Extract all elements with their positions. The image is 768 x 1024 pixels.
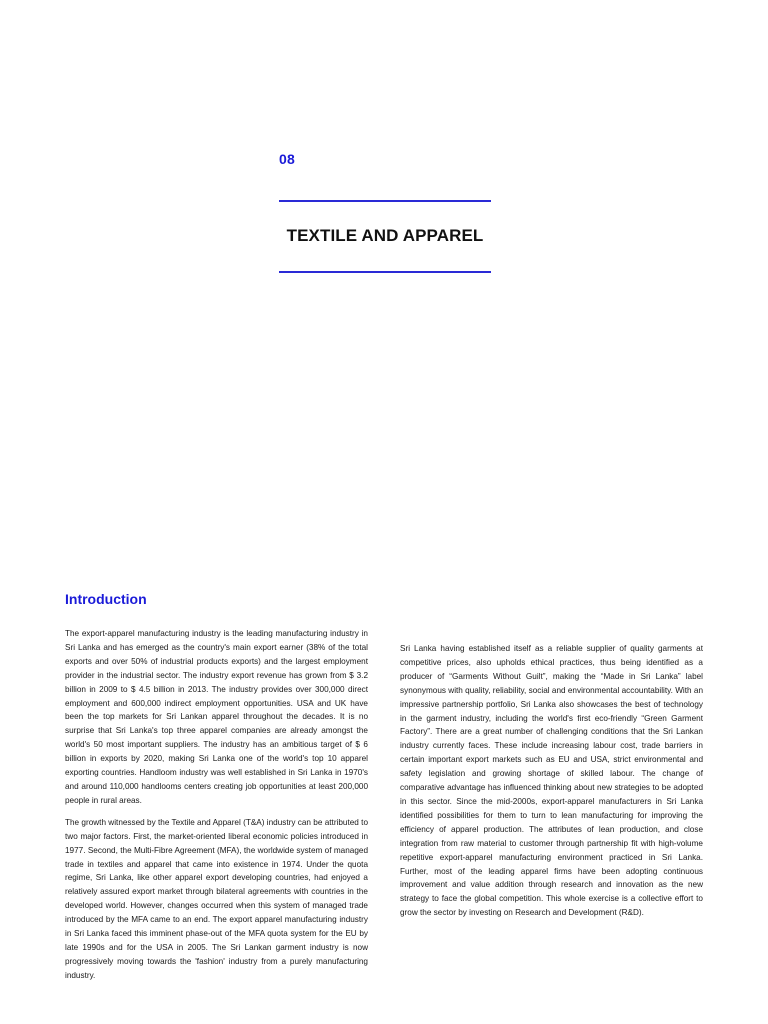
- section-heading: Introduction: [65, 591, 147, 607]
- paragraph: The growth witnessed by the Textile and Apparel (T&A) industry can be attributed to two major factors. First, the market-oriented liberal economic policies introduced in 1977. Second, the Multi-Fibre Agreement (MFA), the worldwide system of managed trade in textiles and apparel that came into existence in 1974. Under the quota regime, Sri Lanka, like other apparel export developing countries, had enjoyed a relatively assured export market through bilateral agreements with countries in the developed world. However, changes occurred when this system of managed trade introduced by the MFA came to an end. The export apparel manufacturing industry in Sri Lanka faced this imminent phase-out of the MFA quota system for the EU by late 1990s and for the USA in 2005. The Sri Lankan garment industry is now progressively moving towards the 'fashion' industry from a purely manufacturing industry.: [65, 817, 368, 980]
- chapter-title: TEXTILE AND APPAREL: [286, 226, 484, 245]
- paragraph: Sri Lanka having established itself as a reliable supplier of quality garments at competitive prices, also upholds ethical practices, thus being identified as a producer of “Garments Without Guilt”, making the “Made in Sri Lanka” label synonymous with quality, reliability, social and environmental accountability. With an impressive partnership portfolio, Sri Lanka also showcases the best of technology in the garment industry, including the world's first eco-friendly “Green Garment Factory”. There are a great number of challenging conditions that the Sri Lankan industry currently faces. These include increasing labour cost, trade barriers in certain important export markets such as EU and USA, strict environmental and safety legislation and growing shortage of skilled labour. The change of comparative advantage has influenced thinking about new strategies to be adopted in this sector. Since the mid-2000s, export-apparel manufacturers in Sri Lanka identified possibilities for them to turn to lean manufacturing for improving the efficiency of apparel production. The attributes of lean production, and close integration from raw material to customer through partnership fit with high-volume repetitive export-apparel manufacturing environment practiced in Sri Lanka. Further, most of the leading apparel firms have been adopting continuous improvement and value addition through research and innovation as the new strategy to face the global competition. This whole exercise is a collective effort to grow the sector by investing on Research and Development (R&D).: [400, 644, 703, 918]
- chapter-number: 08: [279, 151, 295, 167]
- title-rule-top: [279, 200, 491, 202]
- text-column-left: [65, 627, 368, 983]
- paragraph: The export-apparel manufacturing industry is the leading manufacturing industry in Sri Lanka and has emerged as the country's main export earner (38% of the total exports and over 50% of industrial products exports) and the largest employment provider in the industrial sector. The industry export revenue has grown from $ 3.2 billion in 2009 to $ 4.5 billion in 2013. The industry provides over 300,000 direct employment and 600,000 indirect employment opportunities. USA and UK have been the top markets for Sri Lankan apparel throughout the decades. It is no surprise that Sri Lanka's top three apparel companies are already amongst the world's 50 most important suppliers. The industry has an ambitious target of $ 6 billion in exports by 2020, making Sri Lanka one of the world's top 10 apparel exporting countries. Handloom industry was well established in Sri Lanka in 1970's and around 110,000 handlooms centers creating job opportunities at least 200,000 people in rural areas.: [65, 629, 368, 805]
- title-rule-bottom: [279, 271, 491, 273]
- text-column-right: [400, 642, 703, 920]
